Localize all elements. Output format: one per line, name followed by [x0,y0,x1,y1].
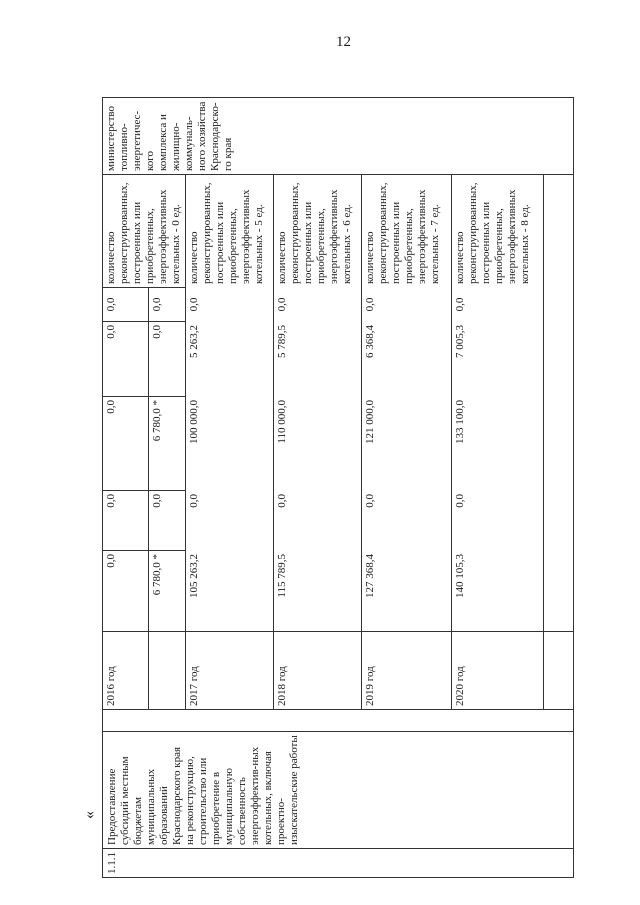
year-cell: 2019 год [362,632,452,710]
rotated-table-wrapper [102,98,592,878]
filler-cell [544,175,574,288]
opening-quote-mark: « [81,811,98,819]
local-budget-cell: 5 263,2 [186,322,274,397]
year-cell [148,632,185,710]
result-cell: количество реконструированных, построенных или приобретенных, энергоэффективных котельных - 8 ед. [452,175,544,288]
extra-budget-cell: 0,0 [103,288,149,322]
federal-budget-cell: 0,0 [103,491,149,551]
federal-budget-cell: 0,0 [148,491,185,551]
local-budget-cell: 5 789,5 [274,322,362,397]
extra-budget-cell: 0,0 [186,288,274,322]
extra-budget-cell: 0,0 [362,288,452,322]
regional-budget-cell: 6 780,0 * [148,397,185,491]
federal-budget-cell: 0,0 [186,491,274,551]
result-cell: количество реконструированных, построенных или приобретенных, энергоэффективных котельных - 0 ед. [103,175,186,288]
federal-budget-cell: 0,0 [274,491,362,551]
regional-budget-cell: 100 000,0 [186,397,274,491]
year-cell: 2018 год [274,632,362,710]
local-budget-cell: 0,0 [148,322,185,397]
federal-budget-cell: 0,0 [452,491,544,551]
total-cell: 105 263,2 [186,551,274,632]
total-cell: 0,0 [103,551,149,632]
total-cell: 6 780,0 * [148,551,185,632]
local-budget-cell: 0,0 [103,322,149,397]
year-cell: 2017 год [186,632,274,710]
row-description-cell: Предоставление субсидий местным бюджетам муниципальных образований Краснодарского края на реконструкцию, строительство или приобретение в муниципальную собственность энергоэффектив-ных котельных, включая проектно-изыскательские работы [103,732,574,849]
regional-budget-cell: 0,0 [103,397,149,491]
filler-cell [544,288,574,322]
local-budget-cell: 7 005,3 [452,322,544,397]
extra-budget-cell: 0,0 [452,288,544,322]
regional-budget-cell: 133 100,0 [452,397,544,491]
filler-cell [544,632,574,710]
filler-cell [544,491,574,551]
extra-budget-cell: 0,0 [274,288,362,322]
page-number: 12 [336,34,351,50]
row-number-cell: 1.1.1 [103,849,574,878]
regional-budget-cell: 110 000,0 [274,397,362,491]
regional-budget-cell: 121 000,0 [362,397,452,491]
year-cell: 2020 год [452,632,544,710]
local-budget-cell: 6 368,4 [362,322,452,397]
row-empty-cell [103,710,574,732]
program-table [102,97,574,878]
total-cell: 127 368,4 [362,551,452,632]
federal-budget-cell: 0,0 [362,491,452,551]
result-cell: количество реконструированных, построенных или приобретенных, энергоэффективных котельных - 5 ед. [186,175,274,288]
result-cell: количество реконструированных, построенных или приобретенных, энергоэффективных котельных - 6 ед. [274,175,362,288]
executor-cell: министерство топливно-энергетичес-кого комплекса и жилищно-коммуналь-ного хозяйства Краснодарско-го края [103,98,574,175]
filler-cell [544,322,574,397]
year-cell: 2016 год [103,632,149,710]
filler-cell [544,551,574,632]
total-cell: 140 105,3 [452,551,544,632]
table-row [103,98,149,878]
total-cell: 115 789,5 [274,551,362,632]
extra-budget-cell: 0,0 [148,288,185,322]
filler-cell [544,397,574,491]
result-cell: количество реконструированных, построенных или приобретенных, энергоэффективных котельных - 7 ед. [362,175,452,288]
